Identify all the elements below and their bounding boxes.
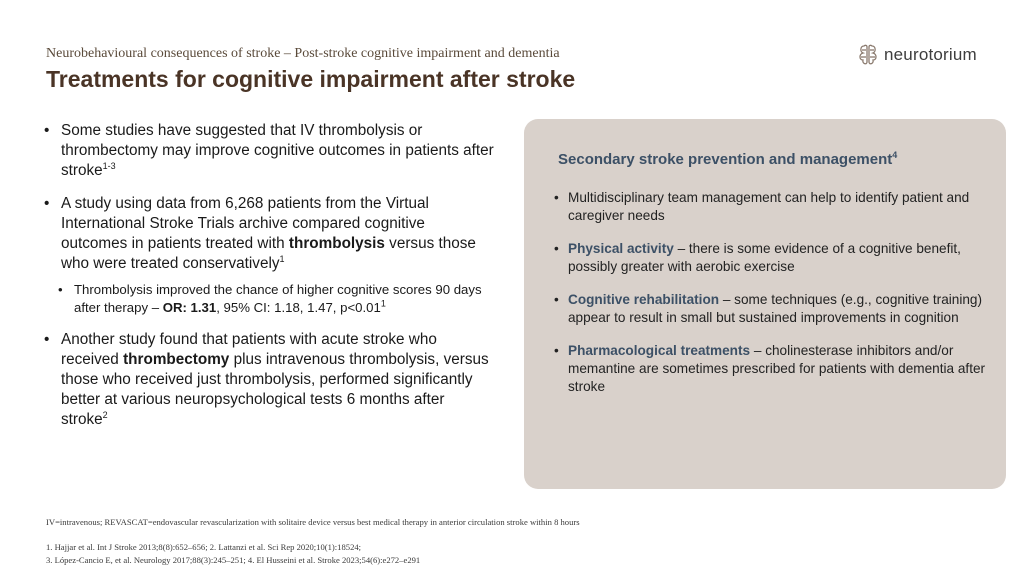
- panel-list: [554, 189, 986, 411]
- reference-line: 1. Hajjar et al. Int J Stroke 2013;8(8):652–656; 2. Lattanzi et al. Sci Rep 2020;10(1):18524;: [46, 542, 362, 552]
- panel-item-physical-activity: • Physical activity – there is some evidence of a cognitive benefit, possibly greater with aerobic exercise: [554, 240, 986, 276]
- abbreviations-footnote: IV=intravenous; REVASCAT=endovascular revascularization with solitaire device versus best medical therapy in anterior circulation stroke within 8 hours: [46, 517, 580, 527]
- panel-item-pharmacological: • Pharmacological treatments – cholinesterase inhibitors and/or memantine are sometimes prescribed for patients with dementia after stroke: [554, 342, 986, 396]
- secondary-prevention-panel: [524, 119, 1006, 489]
- panel-item-cognitive-rehab: • Cognitive rehabilitation – some techniques (e.g., cognitive training) appear to result in small but sustained improvements in cognition: [554, 291, 986, 327]
- reference-line: 3. López-Cancio E, et al. Neurology 2017;88(3):245–251; 4. El Husseini et al. Stroke 2023;54(6):e272–e291: [46, 555, 421, 565]
- bullet-vista-study: • A study using data from 6,268 patients from the Virtual International Stroke Trials archive compared cognitive outcomes in patients treated with thrombolysis versus those who were treated conservatively$^1$: [44, 194, 494, 274]
- left-bullet-list: [44, 121, 494, 443]
- bullet-thrombolysis-thrombectomy: • Some studies have suggested that IV thrombolysis or thrombectomy may improve cognitive outcomes in patients after stroke$^{1-3}$: [44, 121, 494, 181]
- neurotorium-logo-icon: [858, 44, 878, 66]
- brand-logo: [858, 44, 977, 66]
- logo-text: neurotorium: [884, 45, 977, 64]
- panel-item-mdt: • Multidisciplinary team management can help to identify patient and caregiver needs: [554, 189, 986, 225]
- panel-title: Secondary stroke prevention and management$^4$: [558, 150, 898, 168]
- sub-bullet-odds-ratio: • Thrombolysis improved the chance of higher cognitive scores 90 days after therapy – OR: 1.31, 95% CI: 1.18, 1.47, $p<0.01^1$: [58, 281, 494, 317]
- bullet-thrombectomy-study: • Another study found that patients with acute stroke who received thrombectomy plus intravenous thrombolysis, versus those who received just thrombolysis, performed significantly better at various neuropsychological tests 6 months after stroke$^2$: [44, 330, 494, 430]
- section-subtitle: Neurobehavioural consequences of stroke – Post-stroke cognitive impairment and dementia: [46, 46, 560, 61]
- page-title: Treatments for cognitive impairment after stroke: [46, 66, 576, 92]
- references: [46, 541, 420, 567]
